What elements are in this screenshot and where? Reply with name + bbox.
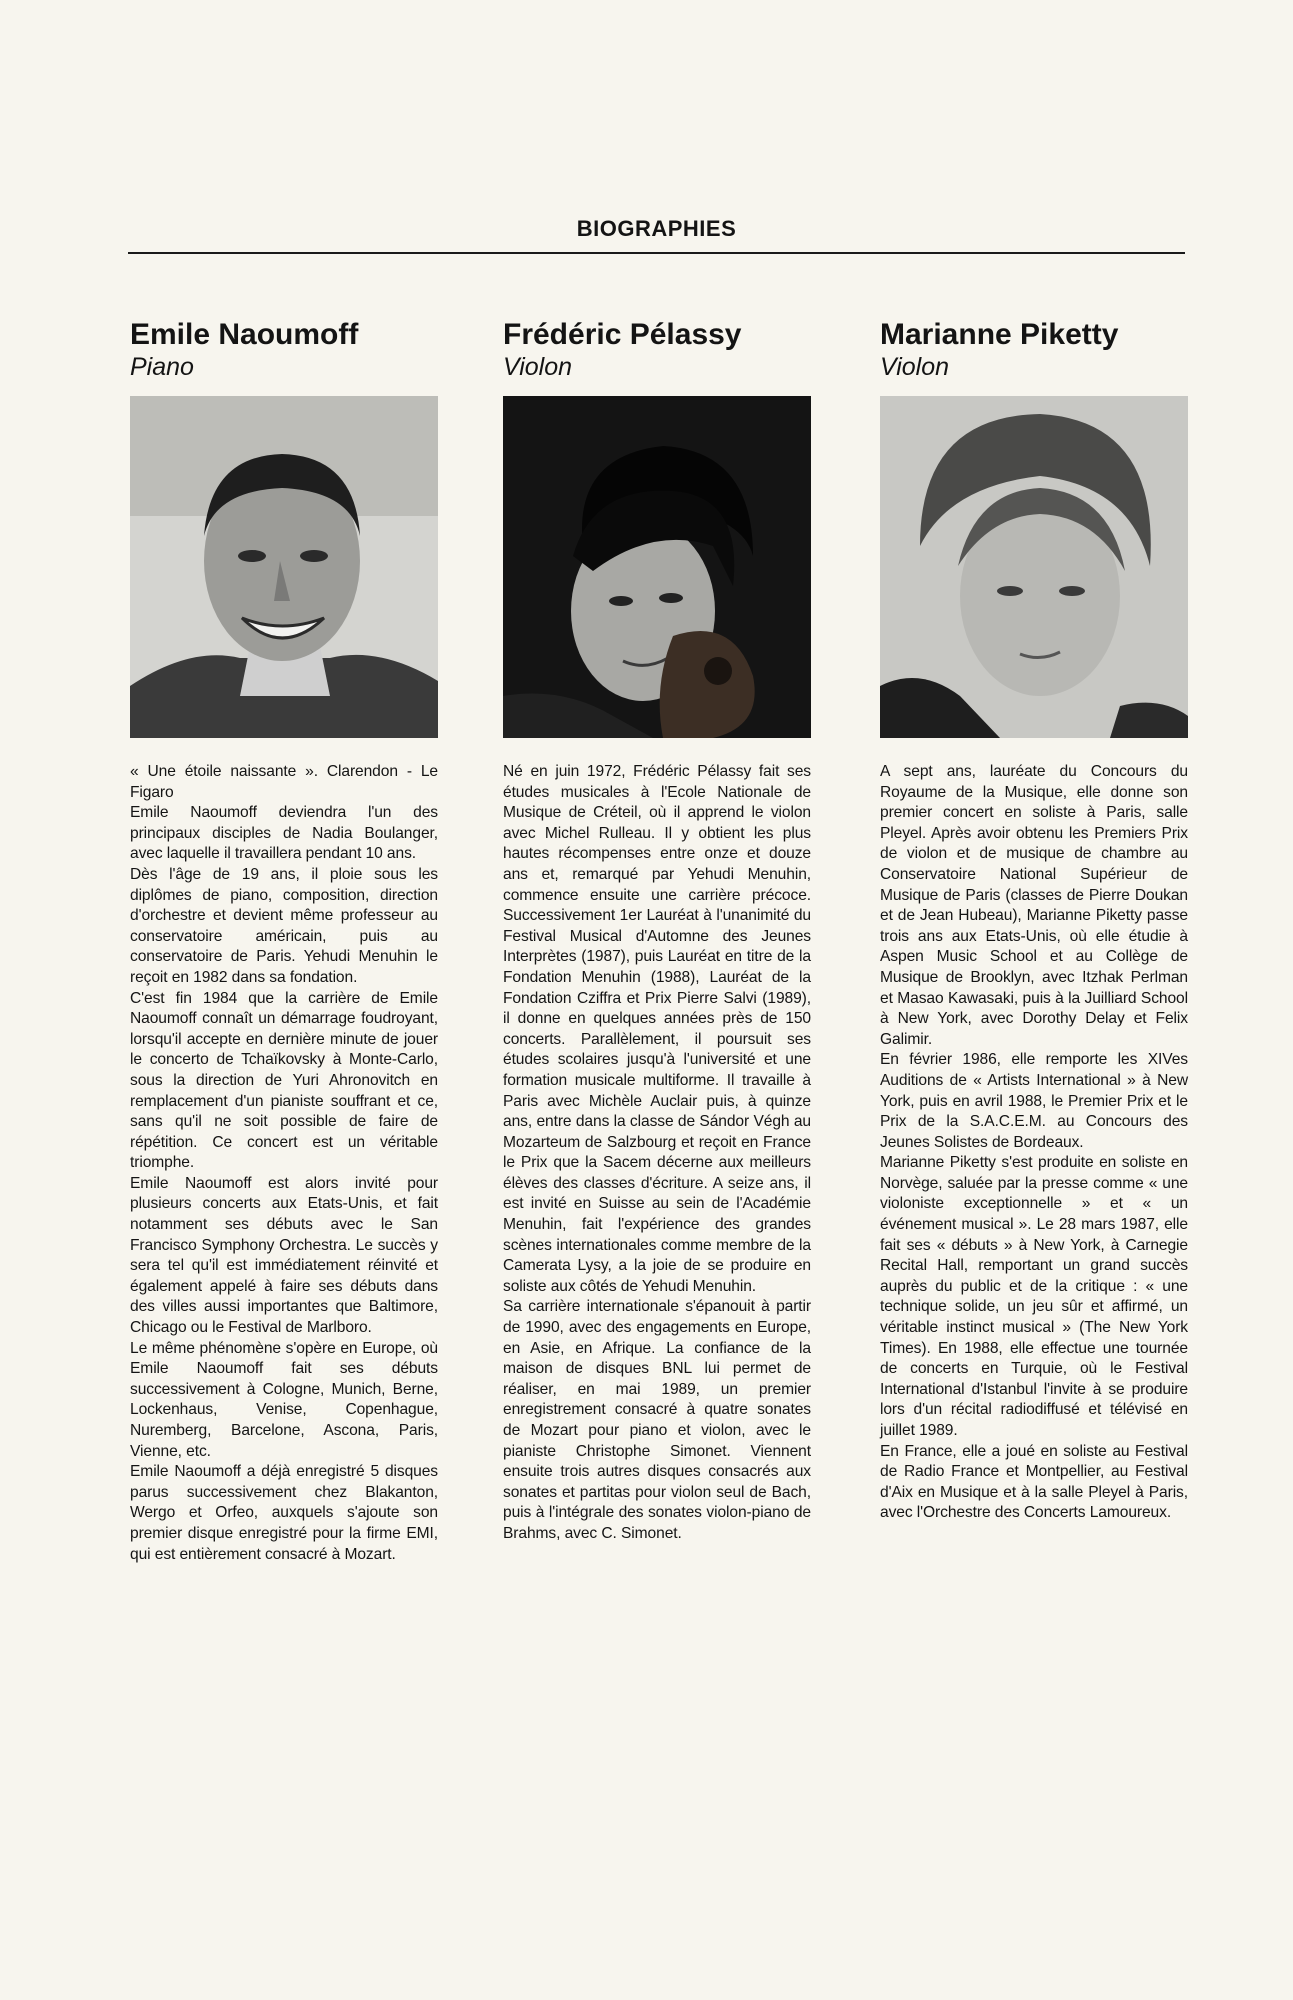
bio-paragraph: A sept ans, lauréate du Concours du Royaume de la Musique, elle donne son premier concert en soliste à Paris, salle Pleyel. Après avoir obtenu les Premiers Prix de violon et de musique de chambre au Conservatoire National Supérieur de Musique de Paris (classes de Pierre Doukan et de Jean Hubeau), Marianne Piketty passe trois ans aux Etats-Unis, où elle étudie à Aspen Music School et au Collège de Musique de Brooklyn, avec Itzhak Perlman et Masao Kawasaki, puis à la Juilliard School à New York, avec Dorothy Delay et Felix Galimir. [880,763,1188,1048]
artist-photo [880,396,1188,738]
artist-name: Emile Naoumoff [130,318,359,351]
bio-paragraph: En France, elle a joué en soliste au Festival de Radio France et Montpellier, au Festival d'Aix en Musique et à la salle Pleyel à Paris, avec l'Orchestre des Concerts Lamoureux. [880,1442,1188,1522]
artist-photo [503,396,811,738]
bio-paragraph: C'est fin 1984 que la carrière de Emile Naoumoff connaît un démarrage foudroyant, lorsqu'il accepte en dernière minute de jouer le concerto de Tchaïkovsky à Monte-Carlo, sous la direction de Yuri Ahronovitch en remplacement d'un pianiste souffrant et ce, sans qu'il ne soit possible de faire de répétition. Ce concert est un véritable triomphe. [130,989,438,1172]
bio-paragraph: Emile Naoumoff est alors invité pour plusieurs concerts aux Etats-Unis, et fait notamment ses débuts avec le San Francisco Symphony Orchestra. Le succès y sera tel qu'il est immédiatement réinvité et également appelé à faire ses débuts dans des villes aussi importantes que Baltimore, Chicago ou le Festival de Marlboro. [130,1174,438,1337]
bio-paragraph: Marianne Piketty s'est produite en soliste en Norvège, saluée par la presse comme « une violoniste exceptionnelle » et « un événement musical ». Le 28 mars 1987, elle fait ses « débuts » à New York, à Carnegie Recital Hall, remportant un grand succès auprès du public et de la critique : « une technique solide, un jeu sûr et affirmé, un véritable instinct musical » (The New York Times). En 1988, elle effectue une tournée de concerts en Turquie, où le Festival International d'Istanbul l'invite à se produire lors d'un récital radiodiffusé et télévisé en juillet 1989. [880,1154,1188,1439]
artist-biography [880,762,1188,1524]
bio-paragraph: Le même phénomène s'opère en Europe, où Emile Naoumoff fait ses débuts successivement à Cologne, Munich, Berne, Lockenhaus, Venise, Copenhague, Nuremberg, Barcelone, Ascona, Paris, Vienne, etc. [130,1339,438,1460]
portrait-illustration [130,396,438,738]
portrait-illustration [503,396,811,738]
artist-name: Marianne Piketty [880,318,1119,351]
bio-paragraph: Emile Naoumoff a déjà enregistré 5 disques parus successivement chez Blakanton, Wergo et Orfeo, auxquels s'ajoute son premier disque enregistré pour la firme EMI, qui est entièrement consacré à Mozart. [130,1463,438,1563]
section-title: BIOGRAPHIES [576,216,737,241]
bio-paragraph: Dès l'âge de 19 ans, il ploie sous les diplômes de piano, composition, direction d'orchestre et devient même professeur au conservatoire américain, puis au conservatoire de Paris. Yehudi Menuhin le reçoit en 1982 dans sa fondation. [130,865,438,986]
portrait-illustration [880,396,1188,738]
artist-column-piketty [880,318,1188,1524]
artist-biography [503,762,811,1545]
artist-photo [130,396,438,738]
artist-column-naoumoff [130,318,438,1565]
artist-name: Frédéric Pélassy [503,318,742,351]
header-rule [128,252,1185,254]
bio-paragraph: Sa carrière internationale s'épanouit à partir de 1990, avec des engagements en Europe, en Asie, en Afrique. La confiance de la maison de disques BNL lui permet de réaliser, en mai 1989, un premier enregistrement consacré à quatre sonates de Mozart pour piano et violon, avec le pianiste Christophe Simonet. Viennent ensuite trois autres disques consacrés aux sonates et partitas pour violon seul de Bach, puis à l'intégrale des sonates violon-piano de Brahms, avec C. Simonet. [503,1298,811,1542]
bio-paragraph: Né en juin 1972, Frédéric Pélassy fait ses études musicales à l'Ecole Nationale de Musique de Créteil, où il apprend le violon avec Michel Rulleau. Il y obtient les plus hautes récompenses entre onze et douze ans et, remarqué par Yehudi Menuhin, commence ensuite une carrière précoce. Successivement 1er Lauréat à l'unanimité du Festival Musical d'Automne des Jeunes Interprètes (1987), puis Lauréat en titre de la Fondation Menuhin (1988), Lauréat de la Fondation Cziffra et Prix Pierre Salvi (1989), il donne en quelques années près de 150 concerts. Parallèlement, il poursuit ses études scolaires jusqu'à l'université et une formation musicale multiforme. Il travaille à Paris avec Michèle Auclair puis, à quinze ans, entre dans la classe de Sándor Végh au Mozarteum de Salzbourg et reçoit en France le Prix que la Sacem décerne aux meilleurs élèves des classes d'écriture. A seize ans, il est invité en Suisse au sein de l'Académie Menuhin, fait l'expérience des grandes scènes internationales comme membre de la Camerata Lysy, a la joie de se produire en soliste aux côtés de Yehudi Menuhin. [503,763,811,1295]
bio-paragraph: « Une étoile naissante ». Clarendon - Le Figaro [130,763,438,801]
artist-biography [130,762,438,1565]
artist-column-pelassy [503,318,811,1545]
artist-instrument: Piano [130,353,194,381]
artist-instrument: Violon [880,353,950,381]
page-header [128,216,1185,254]
artist-instrument: Violon [503,353,573,381]
bio-paragraph: Emile Naoumoff deviendra l'un des principaux disciples de Nadia Boulanger, avec laquelle il travaillera pendant 10 ans. [130,804,438,863]
bio-paragraph: En février 1986, elle remporte les XIVes Auditions de « Artists International » à New York, puis en avril 1988, le Premier Prix et le Prix de la S.A.C.E.M. au Concours des Jeunes Solistes de Bordeaux. [880,1051,1188,1151]
